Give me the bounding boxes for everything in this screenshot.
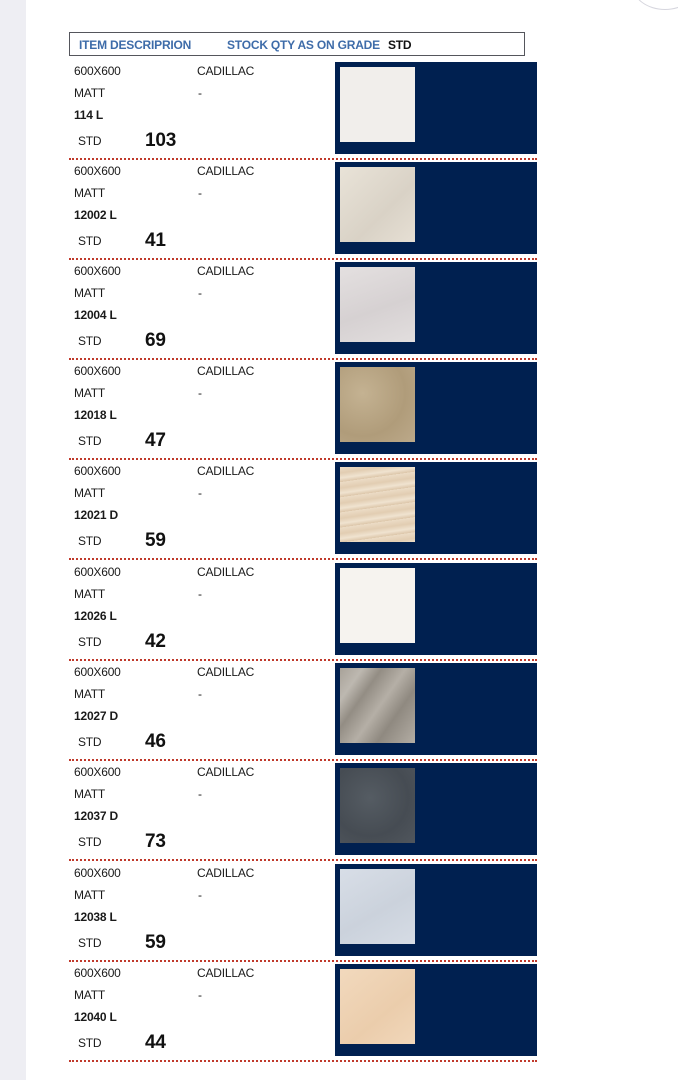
tile-grade: STD (78, 936, 102, 950)
row-separator (69, 558, 537, 560)
brand-detail: - (198, 988, 202, 1002)
tile-finish: MATT (74, 787, 105, 801)
brand-name: CADILLAC (197, 264, 255, 278)
brand-name: CADILLAC (197, 765, 255, 779)
tile-finish: MATT (74, 386, 105, 400)
brand-detail: - (198, 787, 202, 801)
stock-qty: 42 (145, 631, 166, 652)
tile-grade: STD (78, 1036, 102, 1050)
document-page (26, 0, 678, 1080)
stock-qty: 69 (145, 330, 166, 351)
brand-name: CADILLAC (197, 565, 255, 579)
tile-preview-panel (335, 964, 537, 1056)
tile-swatch-image (340, 869, 415, 944)
tile-grade: STD (78, 835, 102, 849)
tile-finish: MATT (74, 486, 105, 500)
tile-code: 12021 D (74, 508, 118, 522)
brand-detail: - (198, 888, 202, 902)
tile-size: 600X600 (74, 64, 121, 78)
tile-finish: MATT (74, 988, 105, 1002)
tile-code: 12018 L (74, 408, 117, 422)
row-separator (69, 1060, 537, 1062)
brand-detail: - (198, 86, 202, 100)
tile-size: 600X600 (74, 264, 121, 278)
stock-qty: 46 (145, 731, 166, 752)
tile-grade: STD (78, 134, 102, 148)
brand-name: CADILLAC (197, 665, 255, 679)
list-item (69, 761, 537, 861)
tile-swatch-image (340, 167, 415, 242)
tile-preview-panel (335, 62, 537, 154)
brand-detail: - (198, 587, 202, 601)
stock-qty: 59 (145, 530, 166, 551)
stock-qty: 59 (145, 932, 166, 953)
tile-swatch-image (340, 267, 415, 342)
tile-preview-panel (335, 262, 537, 354)
tile-swatch-image (340, 768, 415, 843)
tile-grade: STD (78, 735, 102, 749)
tile-swatch-image (340, 367, 415, 442)
table-header (69, 32, 525, 56)
list-item (69, 260, 537, 360)
tile-code: 12038 L (74, 910, 117, 924)
list-item (69, 661, 537, 761)
tile-size: 600X600 (74, 966, 121, 980)
tile-swatch-image (340, 969, 415, 1044)
tile-finish: MATT (74, 86, 105, 100)
tile-swatch-image (340, 467, 415, 542)
brand-name: CADILLAC (197, 364, 255, 378)
brand-detail: - (198, 186, 202, 200)
stock-qty: 73 (145, 831, 166, 852)
tile-swatch-image (340, 568, 415, 643)
row-separator (69, 859, 537, 861)
tile-preview-panel (335, 362, 537, 454)
brand-detail: - (198, 486, 202, 500)
tile-code: 12004 L (74, 308, 117, 322)
tile-grade: STD (78, 234, 102, 248)
tile-finish: MATT (74, 587, 105, 601)
brand-name: CADILLAC (197, 866, 255, 880)
list-item (69, 962, 537, 1062)
tile-code: 12037 D (74, 809, 118, 823)
tile-preview-panel (335, 864, 537, 956)
tile-code: 12027 D (74, 709, 118, 723)
list-item (69, 561, 537, 661)
brand-detail: - (198, 286, 202, 300)
tile-grade: STD (78, 534, 102, 548)
list-item (69, 360, 537, 460)
stock-qty: 47 (145, 430, 166, 451)
brand-name: CADILLAC (197, 164, 255, 178)
tile-preview-panel (335, 763, 537, 855)
item-description-header: ITEM DESCRIPRION (79, 38, 192, 52)
tile-size: 600X600 (74, 565, 121, 579)
tile-size: 600X600 (74, 164, 121, 178)
tile-swatch-image (340, 668, 415, 743)
tile-code: 12002 L (74, 208, 117, 222)
tile-preview-panel (335, 663, 537, 755)
list-item (69, 60, 537, 160)
tile-code: 12040 L (74, 1010, 117, 1024)
tile-grade: STD (78, 434, 102, 448)
tile-size: 600X600 (74, 665, 121, 679)
tile-code: 114 L (74, 108, 104, 122)
tile-grade: STD (78, 635, 102, 649)
tile-preview-panel (335, 162, 537, 254)
tile-finish: MATT (74, 888, 105, 902)
stock-qty: 41 (145, 230, 166, 251)
tile-code: 12026 L (74, 609, 117, 623)
stock-qty: 44 (145, 1032, 166, 1053)
tile-size: 600X600 (74, 866, 121, 880)
tile-size: 600X600 (74, 364, 121, 378)
list-item (69, 460, 537, 560)
brand-detail: - (198, 687, 202, 701)
tile-preview-panel (335, 462, 537, 554)
grade-header: STD (388, 38, 412, 52)
tile-preview-panel (335, 563, 537, 655)
brand-name: CADILLAC (197, 966, 255, 980)
tile-finish: MATT (74, 186, 105, 200)
brand-name: CADILLAC (197, 464, 255, 478)
tile-size: 600X600 (74, 765, 121, 779)
list-item (69, 862, 537, 962)
tile-grade: STD (78, 334, 102, 348)
stock-qty: 103 (145, 130, 177, 151)
tile-finish: MATT (74, 687, 105, 701)
tile-finish: MATT (74, 286, 105, 300)
brand-detail: - (198, 386, 202, 400)
list-item (69, 160, 537, 260)
tile-swatch-image (340, 67, 415, 142)
tile-size: 600X600 (74, 464, 121, 478)
stock-qty-header: STOCK QTY AS ON GRADE (227, 38, 380, 52)
brand-name: CADILLAC (197, 64, 255, 78)
